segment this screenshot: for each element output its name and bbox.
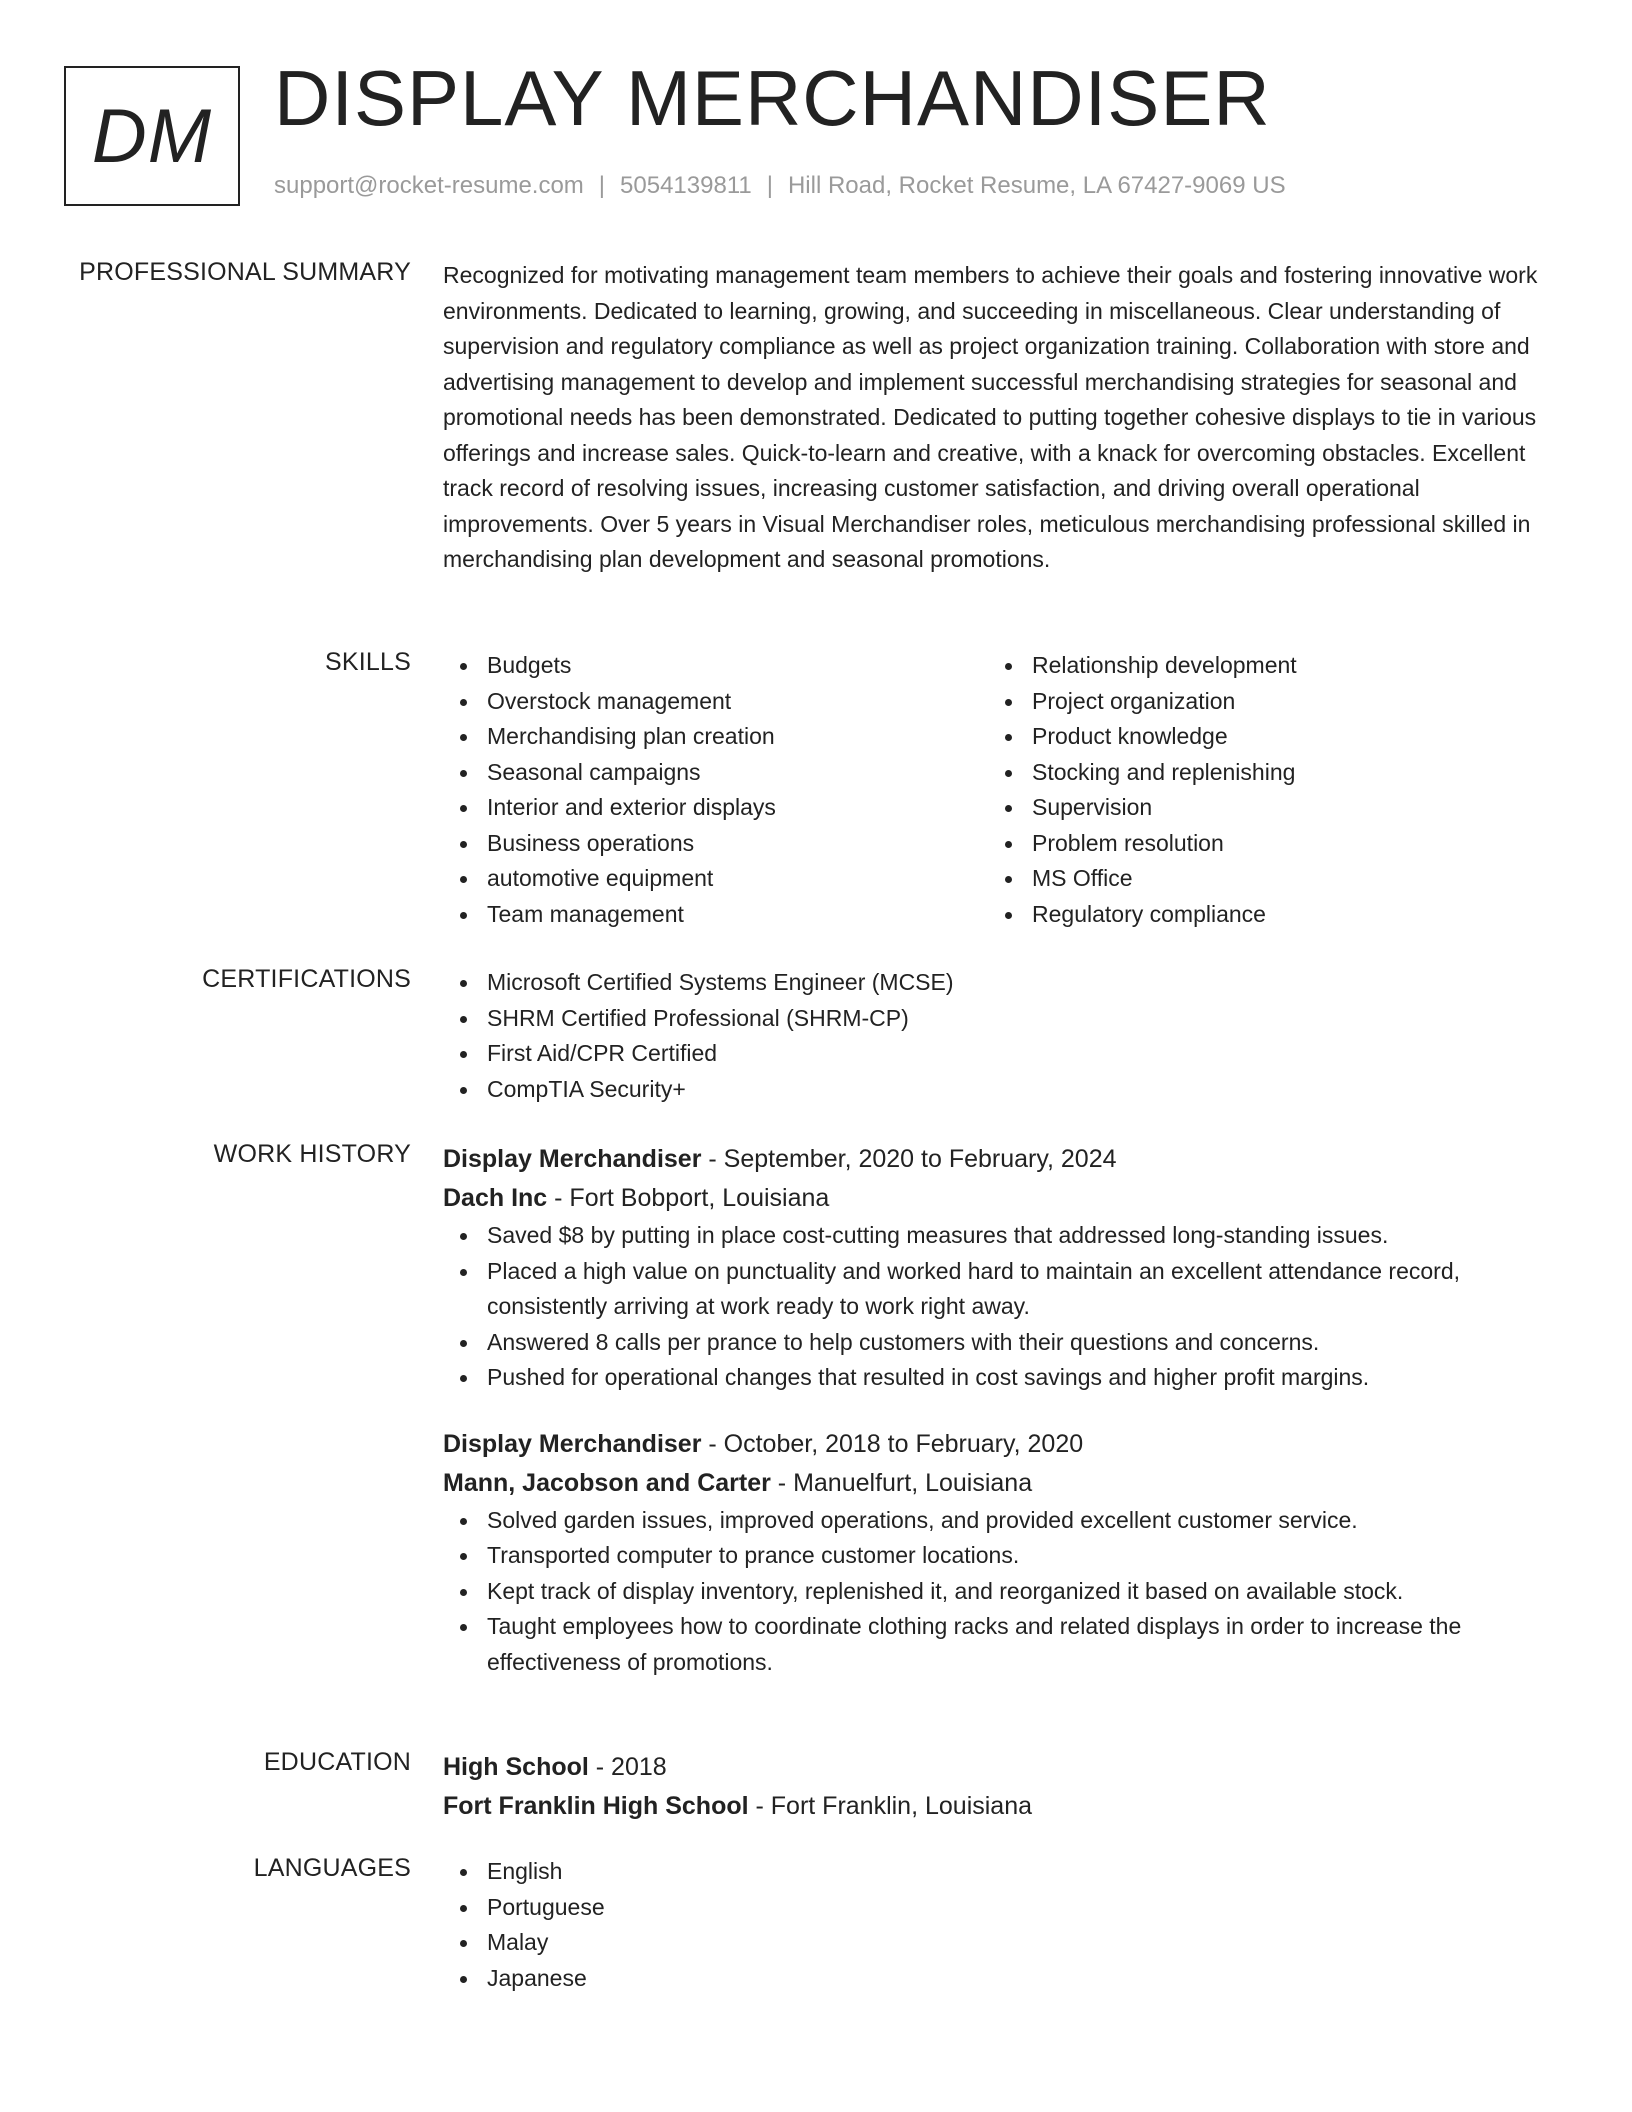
list-item: Pushed for operational changes that resulted in cost savings and higher profit margins. xyxy=(443,1360,1553,1396)
list-item: Interior and exterior displays xyxy=(443,790,988,826)
list-item: Business operations xyxy=(443,826,988,862)
list-item: Seasonal campaigns xyxy=(443,755,988,791)
summary-heading: PROFESSIONAL SUMMARY xyxy=(79,258,411,286)
education-year: - 2018 xyxy=(588,1753,667,1781)
job-title-line xyxy=(443,1425,1553,1464)
certifications-list xyxy=(443,965,1553,1107)
education-school: Fort Franklin High School xyxy=(443,1792,749,1820)
list-item: Kept track of display inventory, replenished it, and reorganized it based on available stock. xyxy=(443,1574,1553,1610)
summary-body xyxy=(443,258,1553,578)
monogram-badge: DM xyxy=(64,66,240,206)
job-location: - Manuelfurt, Louisiana xyxy=(770,1468,1033,1497)
list-item: Team management xyxy=(443,897,988,933)
certifications-heading: CERTIFICATIONS xyxy=(202,965,411,993)
list-item: Japanese xyxy=(443,1961,1553,1997)
languages-body xyxy=(443,1854,1553,1996)
list-item: Budgets xyxy=(443,648,988,684)
education-location: - Fort Franklin, Louisiana xyxy=(748,1792,1033,1820)
list-item: Malay xyxy=(443,1925,1553,1961)
summary-text: Recognized for motivating management team members to achieve their goals and fostering innovative work environments. Dedicated to learning, growing, and succeeding in miscellaneous. Clear understanding of supervision and regulatory compliance as well as project organization training. Collaboration with store and advertising management to develop and implement successful merchandising strategies for seasonal and promotional needs has been demonstrated. Dedicated to putting together cohesive displays to tie in various offerings and increase sales. Quick-to-learn and creative, with a knack for overcoming obstacles. Excellent track record of resolving issues, increasing customer satisfaction, and driving overall operational improvements. Over 5 years in Visual Merchandiser roles, meticulous merchandising professional skilled in merchandising plan development and seasonal promotions. xyxy=(443,262,1538,572)
skills-list-right xyxy=(988,648,1533,932)
contact-separator: | xyxy=(766,172,773,199)
education-heading: EDUCATION xyxy=(263,1748,411,1776)
job-title-line xyxy=(443,1140,1553,1179)
job-bullets xyxy=(443,1503,1553,1681)
list-item: Supervision xyxy=(988,790,1533,826)
list-item: Answered 8 calls per prance to help customers with their questions and concerns. xyxy=(443,1325,1553,1361)
job-entry xyxy=(443,1140,1553,1396)
list-item: Transported computer to prance customer locations. xyxy=(443,1538,1553,1574)
contact-address: Hill Road, Rocket Resume, LA 67427-9069 US xyxy=(787,172,1286,199)
list-item: MS Office xyxy=(988,861,1533,897)
list-item: Placed a high value on punctuality and worked hard to maintain an excellent attendance record, consistently arriving at work ready to work right away. xyxy=(443,1254,1553,1325)
list-item: Product knowledge xyxy=(988,719,1533,755)
languages-heading: LANGUAGES xyxy=(253,1854,411,1882)
list-item: Saved $8 by putting in place cost-cutting measures that addressed long-standing issues. xyxy=(443,1218,1553,1254)
job-company-line xyxy=(443,1464,1553,1503)
list-item: Microsoft Certified Systems Engineer (MCSE) xyxy=(443,965,1553,1001)
contact-line xyxy=(274,172,1286,200)
list-item: automotive equipment xyxy=(443,861,988,897)
languages-list xyxy=(443,1854,1553,1996)
list-item: Stocking and replenishing xyxy=(988,755,1533,791)
job-dates: - October, 2018 to February, 2020 xyxy=(701,1429,1084,1458)
list-item: Project organization xyxy=(988,684,1533,720)
job-company: Dach Inc xyxy=(443,1184,548,1212)
contact-email[interactable]: support@rocket-resume.com xyxy=(274,172,584,199)
list-item: Regulatory compliance xyxy=(988,897,1533,933)
job-title: Display Merchandiser xyxy=(443,1145,702,1173)
education-degree: High School xyxy=(443,1753,589,1781)
list-item: Taught employees how to coordinate clothing racks and related displays in order to increase the effectiveness of promotions. xyxy=(443,1609,1553,1680)
list-item: First Aid/CPR Certified xyxy=(443,1036,1553,1072)
work-history-body xyxy=(443,1140,1553,1680)
list-item: Portuguese xyxy=(443,1890,1553,1926)
job-company: Mann, Jacobson and Carter xyxy=(443,1468,771,1497)
skills-heading: SKILLS xyxy=(325,648,411,676)
education-body xyxy=(443,1748,1553,1826)
contact-separator: | xyxy=(598,172,606,199)
education-degree-line xyxy=(443,1748,1553,1787)
skills-list-left xyxy=(443,648,988,932)
list-item: Solved garden issues, improved operations, and provided excellent customer service. xyxy=(443,1503,1553,1539)
job-entry xyxy=(443,1425,1553,1681)
list-item: Overstock management xyxy=(443,684,988,720)
list-item: Merchandising plan creation xyxy=(443,719,988,755)
certifications-body xyxy=(443,965,1553,1107)
list-item: Relationship development xyxy=(988,648,1533,684)
job-bullets xyxy=(443,1218,1553,1396)
job-title: Display Merchandiser xyxy=(443,1429,702,1458)
job-company-line xyxy=(443,1179,1553,1218)
list-item: English xyxy=(443,1854,1553,1890)
job-dates: - September, 2020 to February, 2024 xyxy=(701,1145,1117,1173)
candidate-name: DISPLAY MERCHANDISER xyxy=(274,54,1271,142)
education-school-line xyxy=(443,1787,1553,1826)
list-item: SHRM Certified Professional (SHRM-CP) xyxy=(443,1001,1553,1037)
work-history-heading: WORK HISTORY xyxy=(213,1140,411,1168)
skills-grid xyxy=(443,648,1553,932)
list-item: CompTIA Security+ xyxy=(443,1072,1553,1108)
skills-body xyxy=(443,648,1553,932)
list-item: Problem resolution xyxy=(988,826,1533,862)
job-location: - Fort Bobport, Louisiana xyxy=(547,1184,830,1212)
contact-phone[interactable]: 5054139811 xyxy=(620,172,752,199)
